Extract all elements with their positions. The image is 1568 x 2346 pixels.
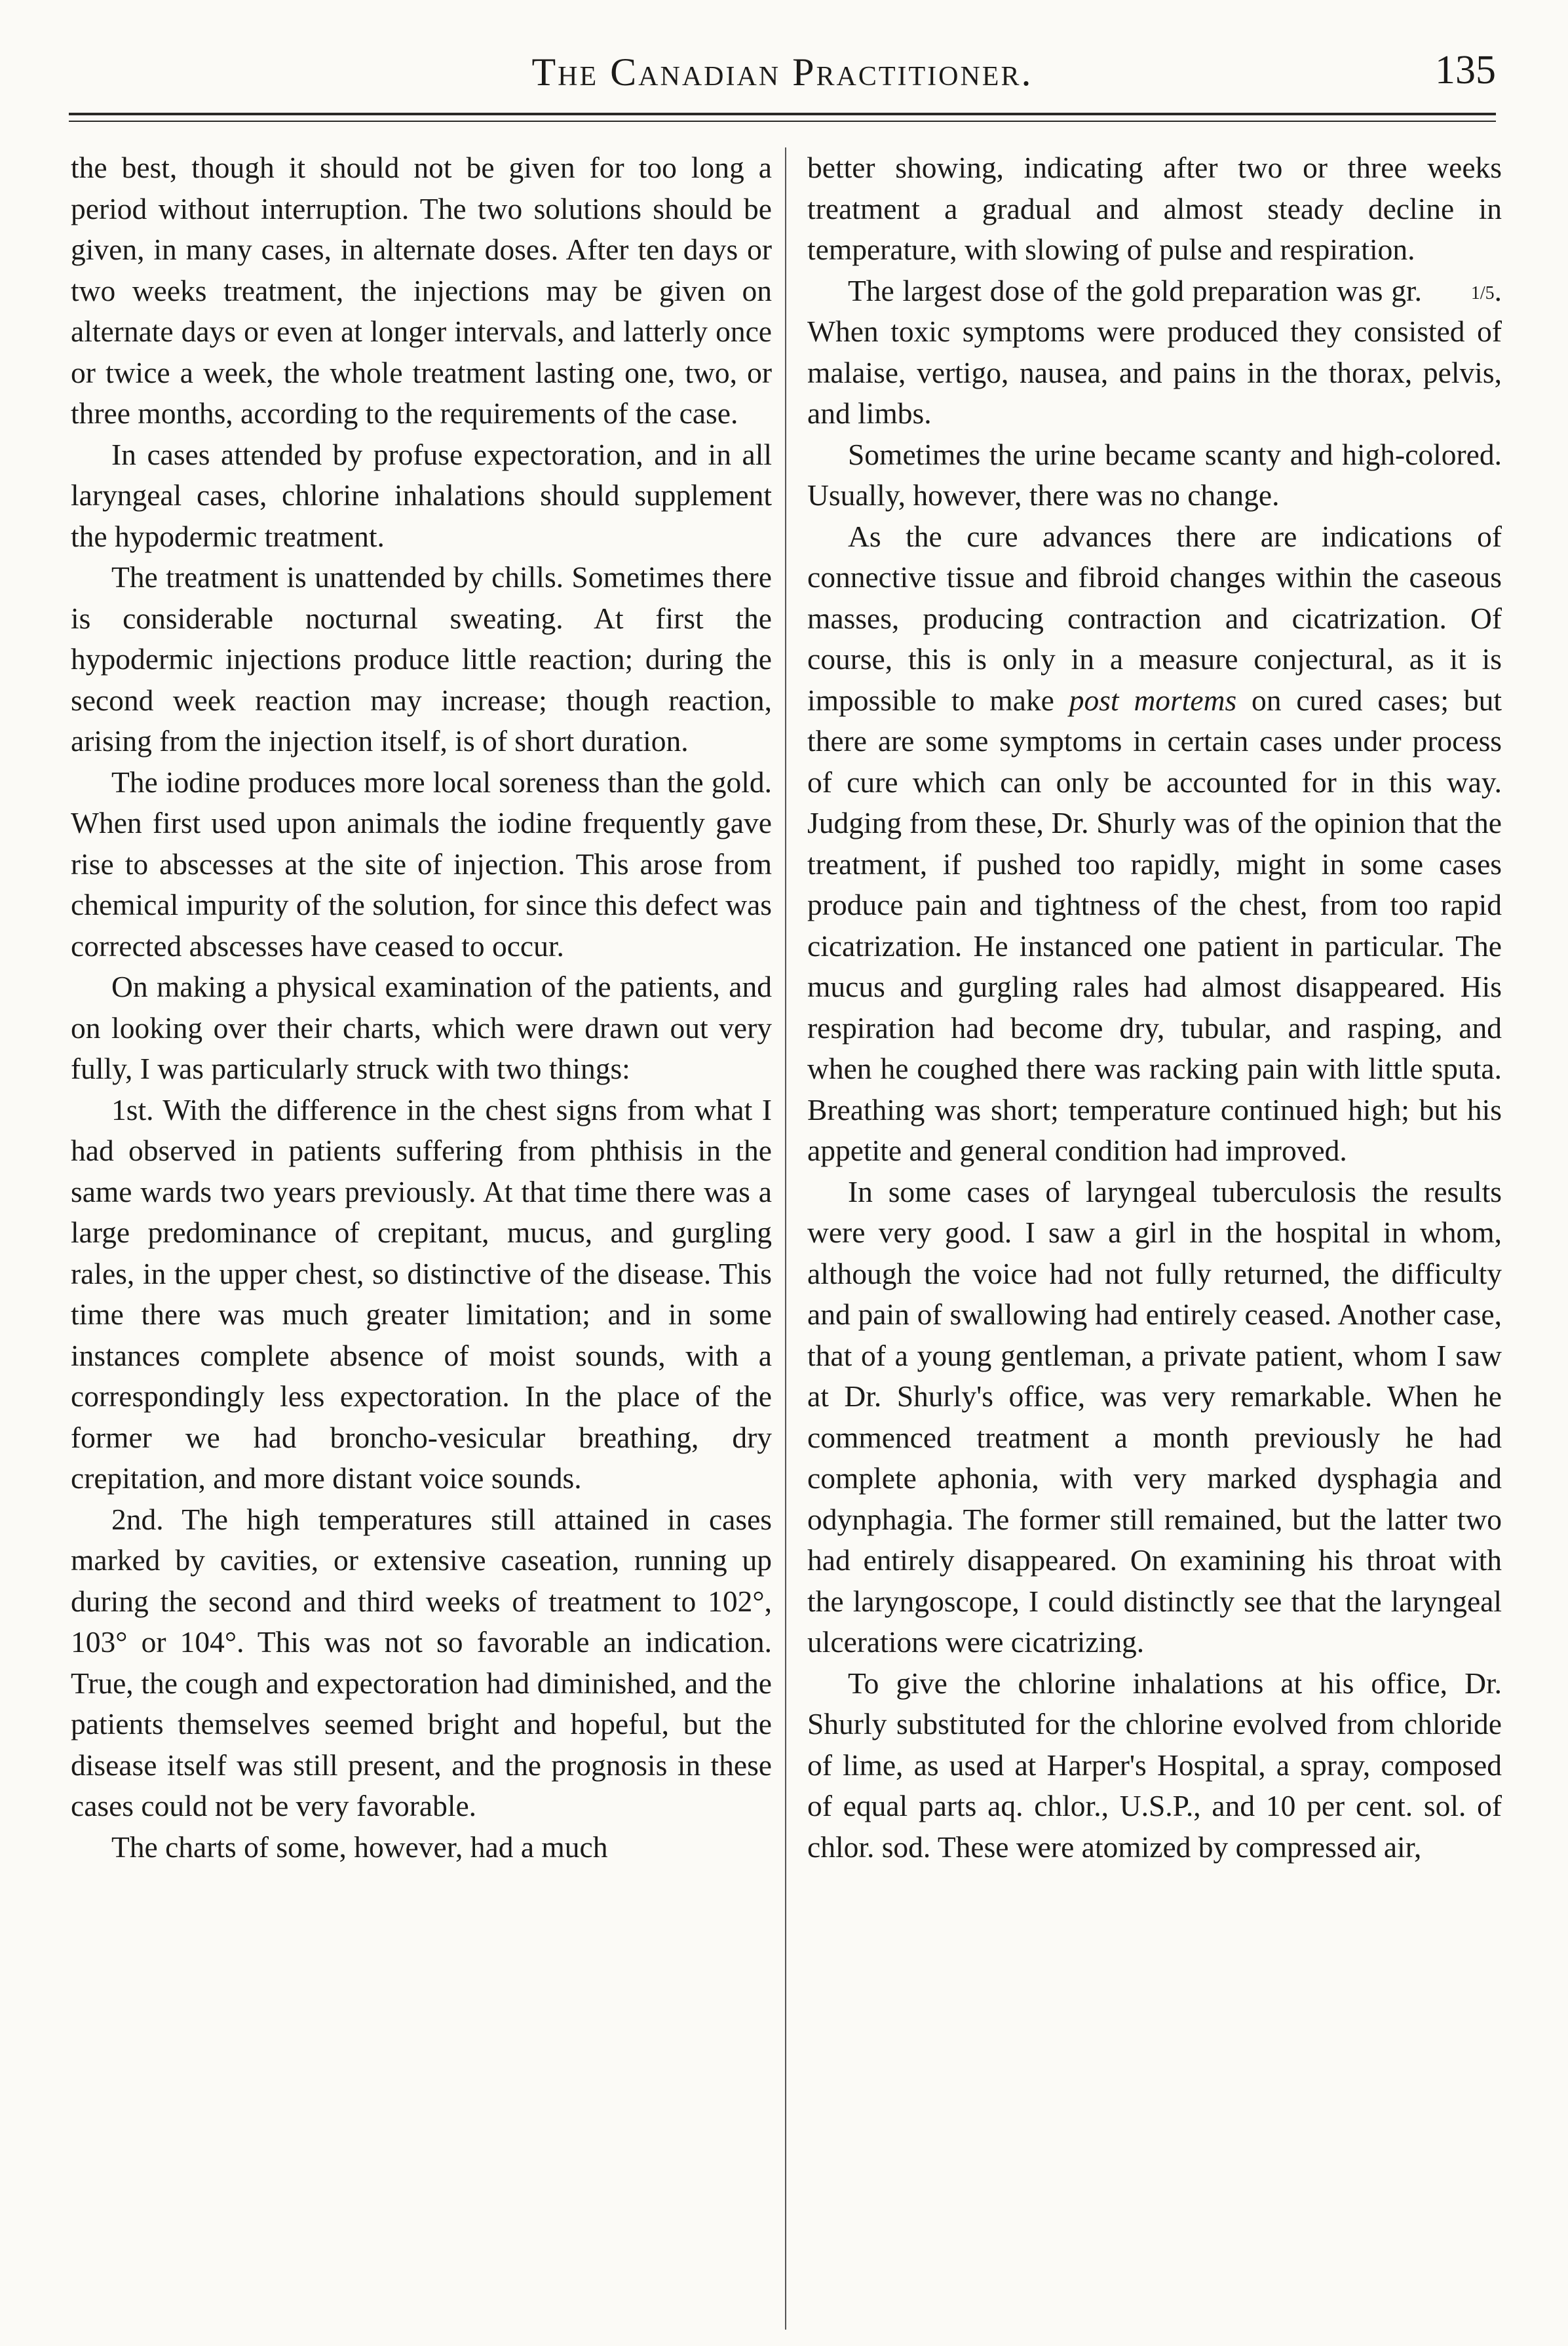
- paragraph-text: on cured cases; but there are some symptoms in certain cases under process of cure which can only be accounted for in this way. Judging from these, Dr. Shurly was of the opinion that the treatment, if pushed too rapidly, might in some cases produce pain and tightness of the chest, from too rapid cicatrization. He instanced one patient in particular. The mucus and gurgling rales had almost disappeared. His respiration had become dry, tubular, and rasping, and when he coughed there was racking pain with little sputa. Breathing was short; temperature continued high; but his appetite and general condition had improved.: [807, 683, 1502, 1167]
- header-rule-thick: [69, 113, 1496, 115]
- paragraph: [807, 516, 1502, 1172]
- page-header: [69, 38, 1496, 110]
- paragraph: On making a physical examination of the patients, and on looking over their charts, which were drawn out very fully, I was particularly struck with two things:: [71, 970, 772, 1085]
- paragraph: In cases attended by profuse expectoration, and in all laryngeal cases, chlorine inhalations should supplement the hypodermic treatment.: [71, 437, 772, 553]
- paragraph: better showing, indicating after two or three weeks treatment a gradual and almost steady decline in temperature, with slowing of pulse and respiration.: [807, 151, 1502, 266]
- paragraph: The iodine produces more local soreness than the gold. When first used upon animals the iodine frequently gave rise to abscesses at the site of injection. This arose from chemical impurity of the solution, for since this defect was corrected abscesses have ceased to occur.: [71, 765, 772, 963]
- paragraph-text: . When toxic symptoms were produced they consisted of malaise, vertigo, nausea, and pains in the thorax, pelvis, and limbs.: [807, 273, 1502, 430]
- fraction: 1/5: [1470, 283, 1495, 304]
- paragraph: The charts of some, however, had a much: [111, 1830, 608, 1864]
- paragraph: To give the chlorine inhalations at his office, Dr. Shurly substituted for the chlorine evolved from chloride of lime, as used at Harper's Hospital, a spray, composed of equal parts aq. chlor., U.S.P., and 10 per cent. sol. of chlor. sod. These were atomized by compressed air,: [807, 1666, 1502, 1864]
- running-head: The Canadian Practitioner.: [531, 50, 1033, 94]
- italic-phrase: post mortems: [1069, 683, 1237, 717]
- paragraph: Sometimes the urine became scanty and high-colored. Usually, however, there was no change.: [807, 437, 1502, 512]
- paragraph: 1st. With the difference in the chest signs from what I had observed in patients suffering from phthisis in the same wards two years previously. At that time there was a large predominance of crepitant, mucus, and gurgling rales, in the upper chest, so distinctive of the disease. This time there was much greater limitation; and in some instances complete absence of moist sounds, with a correspondingly less expectoration. In the place of the former we had broncho-vesicular breathing, dry crepitation, and more distant voice sounds.: [71, 1092, 772, 1495]
- column-divider: [785, 147, 786, 2330]
- paragraph: In some cases of laryngeal tuberculosis the results were very good. I saw a girl in the hospital in whom, although the voice had not fully returned, the difficulty and pain of swallowing had entirely ceased. Another case, that of a young gentleman, a private patient, whom I saw at Dr. Shurly's office, was very remarkable. When he commenced treatment a month previously he had complete aphonia, with very marked dysphagia and odynphagia. The former still remained, but the latter two had entirely disappeared. On examining his throat with the laryngoscope, I could distinctly see that the laryngeal ulcerations were cicatrizing.: [807, 1174, 1502, 1659]
- paragraph: the best, though it should not be given for too long a period without interruption. The two solutions should be given, in many cases, in alternate doses. After ten days or two weeks treatment, the injections may be given on alternate days or even at longer intervals, and latterly once or twice a week, the whole treatment lasting one, two, or three months, according to the requirements of the case.: [71, 151, 772, 430]
- paragraph: The treatment is unattended by chills. Sometimes there is considerable nocturnal sweating. At first the hypodermic injections produce little reaction; during the second week reaction may increase; though reaction, arising from the injection itself, is of short duration.: [71, 560, 772, 758]
- paragraph: 2nd. The high temperatures still attained in cases marked by cavities, or extensive caseation, running up during the second and third weeks of treatment to 102°, 103° or 104°. This was not so favorable an indication. True, the cough and expectoration had diminished, and the patients themselves seemed bright and hopeful, but the disease itself was still present, and the prognosis in these cases could not be very favorable.: [71, 1502, 772, 1822]
- paragraph: [807, 271, 1502, 434]
- header-rule-thin: [69, 121, 1496, 122]
- paragraph-text: As the cure advances there are indications of connective tissue and fibroid changes within the caseous masses, producing contraction and cicatrization. Of course, this is only in a measure conjectural, as it is impossible to make: [807, 519, 1502, 717]
- paragraph-text: The largest dose of the gold preparation was gr.: [848, 273, 1430, 307]
- right-column: [807, 147, 1502, 2326]
- page-number: 135: [1435, 48, 1496, 92]
- left-column: [71, 147, 772, 2326]
